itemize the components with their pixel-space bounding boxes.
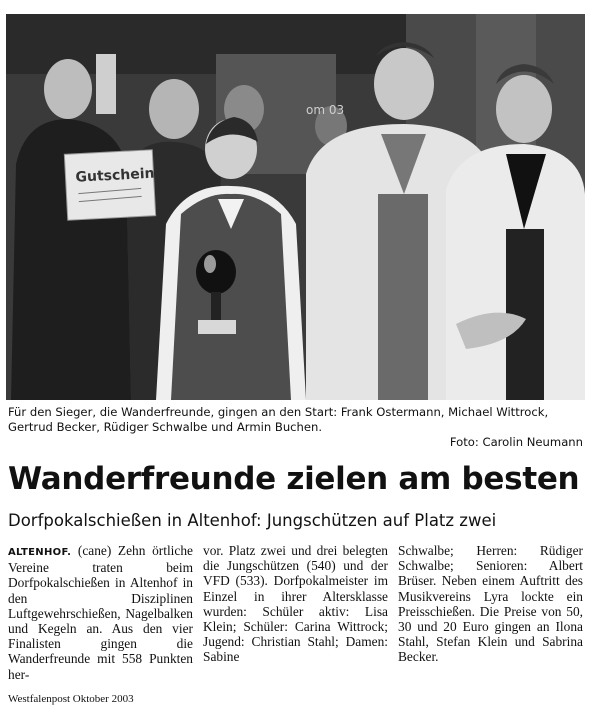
article-dateline: ALTENHOF. [8,547,72,558]
article-column-1 [8,543,193,695]
caption-text: Für den Sieger, die Wanderfreunde, gingen an den Start: Frank Ostermann, Michael Wittrock, Gertrud Becker, Rüdiger Schwalbe und Armin Buchen. [8,405,549,434]
source-note: Westfalenpost Oktober 2003 [8,693,134,705]
column-3-text: Schwalbe; Herren: Rüdiger Schwalbe; Senioren: Albert Brüser. Neben einem Auftritt des Musikvereins Lyra lockte ein Preisschießen. Die Preise von 50, 30 und 20 Euro gingen an Ilona Stahl, Stefan Klein und Sabrina Becker. [398,543,583,665]
column-2-text: vor. Platz zwei und drei belegten die Jungschützen (540) und der VFD (533). Dorfpokalmeister im Einzel in ihrer Altersklasse wurden: Schüler aktiv: Lisa Klein; Schüler: Carina Wittrock; Jugend: Christian Stahl; Damen: Sabine [203,543,388,665]
article-column-2 [203,543,388,695]
group-photo-illustration [6,14,585,400]
photo-credit: Foto: Carolin Neumann [449,435,583,449]
article-column-3 [398,543,583,695]
news-photo [6,14,585,400]
article-headline: Wanderfreunde zielen am besten [8,461,580,497]
photo-caption [8,405,583,450]
column-1-text: (cane) Zehn örtliche Vereine traten beim Dorfpokalschießen in Altenhof in den Disziplinen Luftgewehrschießen, Nagelbalken und Kegeln an. Aus den vier Finalisten gingen die Wanderfreunde mit 558 Punkten her- [8,543,193,682]
certificate-heading: Gutschein [75,165,155,186]
article-body [8,543,583,695]
article-subhead: Dorfpokalschießen in Altenhof: Jungschützen auf Platz zwei [8,511,497,530]
background-sign-text: om 03 [306,103,345,117]
